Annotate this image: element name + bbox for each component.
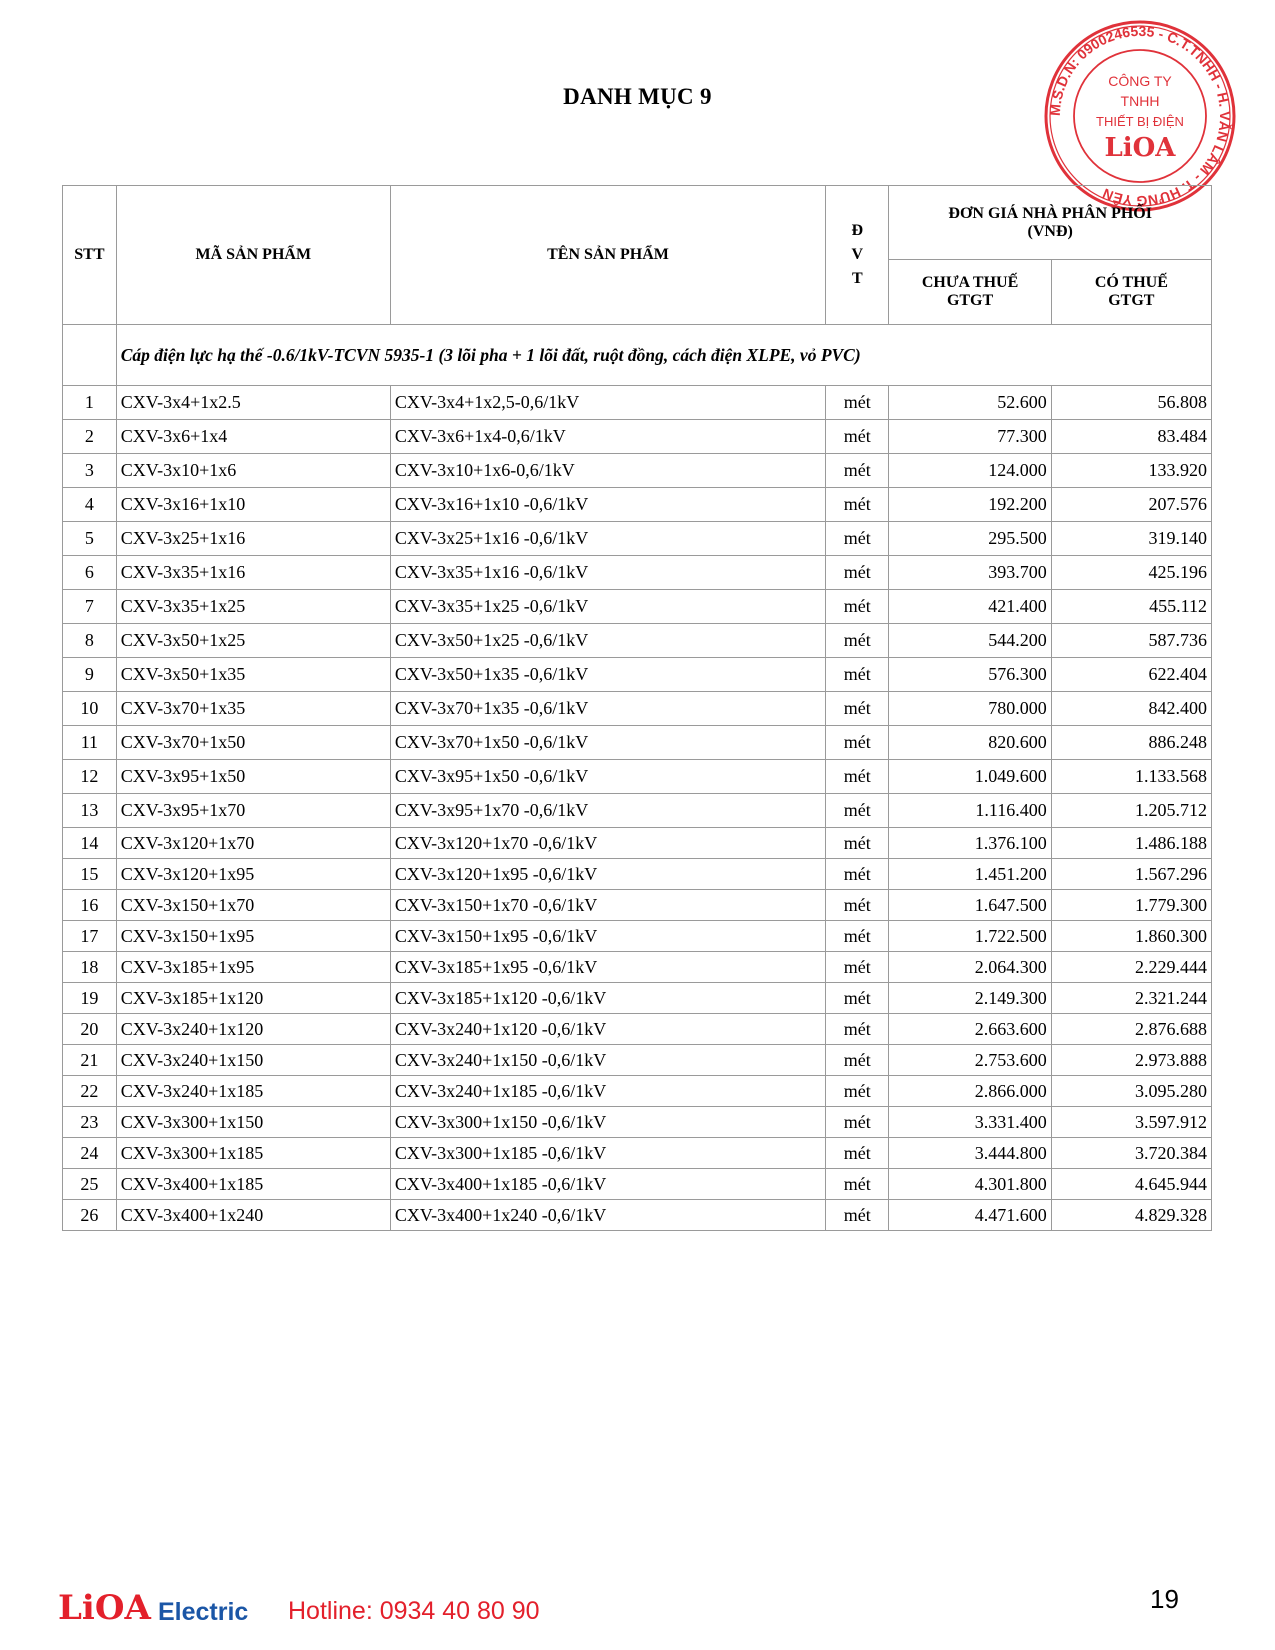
row-unit: mét xyxy=(826,1169,889,1200)
row-product-name: CXV-3x400+1x240 -0,6/1kV xyxy=(390,1200,825,1231)
row-price-with-tax: 2.321.244 xyxy=(1051,983,1211,1014)
row-unit: mét xyxy=(826,658,889,692)
row-stt: 15 xyxy=(63,859,117,890)
brand-suffix: Electric xyxy=(158,1598,249,1626)
row-price-with-tax: 207.576 xyxy=(1051,488,1211,522)
row-product-code: CXV-3x25+1x16 xyxy=(116,522,390,556)
row-product-code: CXV-3x70+1x35 xyxy=(116,692,390,726)
row-product-code: CXV-3x95+1x70 xyxy=(116,794,390,828)
row-price-with-tax: 3.720.384 xyxy=(1051,1138,1211,1169)
row-stt: 6 xyxy=(63,556,117,590)
table-row xyxy=(63,420,1212,454)
row-product-name: CXV-3x6+1x4-0,6/1kV xyxy=(390,420,825,454)
row-unit: mét xyxy=(826,1076,889,1107)
row-price-with-tax: 83.484 xyxy=(1051,420,1211,454)
row-product-code: CXV-3x120+1x70 xyxy=(116,828,390,859)
row-price-no-tax: 2.663.600 xyxy=(889,1014,1051,1045)
svg-text:LiOA: LiOA xyxy=(1104,133,1176,163)
row-product-name: CXV-3x240+1x120 -0,6/1kV xyxy=(390,1014,825,1045)
row-price-with-tax: 2.229.444 xyxy=(1051,952,1211,983)
lioa-logo: LiOA xyxy=(58,1588,151,1628)
row-price-with-tax: 455.112 xyxy=(1051,590,1211,624)
row-price-with-tax: 3.095.280 xyxy=(1051,1076,1211,1107)
row-price-no-tax: 3.331.400 xyxy=(889,1107,1051,1138)
row-price-with-tax: 1.486.188 xyxy=(1051,828,1211,859)
row-unit: mét xyxy=(826,794,889,828)
row-price-with-tax: 587.736 xyxy=(1051,624,1211,658)
header-price-group-line2: (VNĐ) xyxy=(1027,222,1073,240)
row-price-no-tax: 820.600 xyxy=(889,726,1051,760)
row-stt: 8 xyxy=(63,624,117,658)
row-unit: mét xyxy=(826,1107,889,1138)
row-price-with-tax: 3.597.912 xyxy=(1051,1107,1211,1138)
row-price-with-tax: 1.133.568 xyxy=(1051,760,1211,794)
row-product-name: CXV-3x95+1x50 -0,6/1kV xyxy=(390,760,825,794)
svg-text:TNHH: TNHH xyxy=(1120,93,1160,109)
row-price-with-tax: 2.973.888 xyxy=(1051,1045,1211,1076)
row-product-name: CXV-3x10+1x6-0,6/1kV xyxy=(390,454,825,488)
row-product-name: CXV-3x4+1x2,5-0,6/1kV xyxy=(390,386,825,420)
row-unit: mét xyxy=(826,1200,889,1231)
header-price-group-line1: ĐƠN GIÁ NHÀ PHÂN PHỐI xyxy=(948,204,1152,222)
row-product-name: CXV-3x150+1x70 -0,6/1kV xyxy=(390,890,825,921)
row-product-code: CXV-3x240+1x185 xyxy=(116,1076,390,1107)
row-product-code: CXV-3x50+1x35 xyxy=(116,658,390,692)
row-price-with-tax: 319.140 xyxy=(1051,522,1211,556)
row-stt: 18 xyxy=(63,952,117,983)
row-product-code: CXV-3x240+1x120 xyxy=(116,1014,390,1045)
svg-text:CÔNG TY: CÔNG TY xyxy=(1108,73,1172,89)
row-stt: 16 xyxy=(63,890,117,921)
row-unit: mét xyxy=(826,692,889,726)
row-product-name: CXV-3x25+1x16 -0,6/1kV xyxy=(390,522,825,556)
table-row xyxy=(63,859,1212,890)
table-row xyxy=(63,890,1212,921)
header-product-name: TÊN SẢN PHẨM xyxy=(390,186,825,325)
row-product-code: CXV-3x4+1x2.5 xyxy=(116,386,390,420)
header-price-with-tax xyxy=(1051,260,1211,325)
table-row xyxy=(63,1014,1212,1045)
row-price-no-tax: 124.000 xyxy=(889,454,1051,488)
row-price-with-tax: 1.860.300 xyxy=(1051,921,1211,952)
table-row xyxy=(63,794,1212,828)
row-stt: 11 xyxy=(63,726,117,760)
row-unit: mét xyxy=(826,624,889,658)
table-row xyxy=(63,692,1212,726)
row-product-code: CXV-3x185+1x120 xyxy=(116,983,390,1014)
row-unit: mét xyxy=(826,760,889,794)
row-stt: 26 xyxy=(63,1200,117,1231)
row-stt: 7 xyxy=(63,590,117,624)
row-unit: mét xyxy=(826,488,889,522)
row-product-name: CXV-3x120+1x70 -0,6/1kV xyxy=(390,828,825,859)
row-product-code: CXV-3x400+1x185 xyxy=(116,1169,390,1200)
header-price-with-tax-line2: GTGT xyxy=(1108,292,1155,309)
row-unit: mét xyxy=(826,454,889,488)
row-unit: mét xyxy=(826,1138,889,1169)
row-price-no-tax: 77.300 xyxy=(889,420,1051,454)
row-product-code: CXV-3x70+1x50 xyxy=(116,726,390,760)
row-stt: 19 xyxy=(63,983,117,1014)
table-row xyxy=(63,921,1212,952)
row-unit: mét xyxy=(826,726,889,760)
row-stt: 5 xyxy=(63,522,117,556)
header-product-code: MÃ SẢN PHẨM xyxy=(116,186,390,325)
row-price-with-tax: 1.205.712 xyxy=(1051,794,1211,828)
price-table xyxy=(62,185,1212,1231)
row-price-with-tax: 4.645.944 xyxy=(1051,1169,1211,1200)
table-row xyxy=(63,760,1212,794)
page-number: 19 xyxy=(1150,1584,1179,1614)
row-stt: 17 xyxy=(63,921,117,952)
table-row xyxy=(63,1200,1212,1231)
row-price-no-tax: 1.451.200 xyxy=(889,859,1051,890)
row-unit: mét xyxy=(826,890,889,921)
row-price-no-tax: 1.647.500 xyxy=(889,890,1051,921)
group-title: Cáp điện lực hạ thế -0.6/1kV-TCVN 5935-1 (3 lõi pha + 1 lõi đất, ruột đồng, cách điện XLPE, vỏ PVC) xyxy=(116,325,1211,386)
row-price-no-tax: 1.116.400 xyxy=(889,794,1051,828)
row-product-code: CXV-3x10+1x6 xyxy=(116,454,390,488)
row-price-with-tax: 425.196 xyxy=(1051,556,1211,590)
row-product-name: CXV-3x35+1x25 -0,6/1kV xyxy=(390,590,825,624)
row-price-no-tax: 295.500 xyxy=(889,522,1051,556)
row-stt: 12 xyxy=(63,760,117,794)
header-price-group xyxy=(889,186,1212,260)
row-stt: 13 xyxy=(63,794,117,828)
row-stt: 24 xyxy=(63,1138,117,1169)
row-unit: mét xyxy=(826,556,889,590)
row-product-name: CXV-3x16+1x10 -0,6/1kV xyxy=(390,488,825,522)
row-product-code: CXV-3x150+1x95 xyxy=(116,921,390,952)
row-price-with-tax: 133.920 xyxy=(1051,454,1211,488)
row-price-with-tax: 842.400 xyxy=(1051,692,1211,726)
row-product-code: CXV-3x400+1x240 xyxy=(116,1200,390,1231)
header-unit-letter-3: T xyxy=(851,270,863,287)
row-price-no-tax: 4.471.600 xyxy=(889,1200,1051,1231)
row-price-no-tax: 780.000 xyxy=(889,692,1051,726)
row-price-no-tax: 1.376.100 xyxy=(889,828,1051,859)
row-stt: 1 xyxy=(63,386,117,420)
table-row xyxy=(63,726,1212,760)
row-product-name: CXV-3x70+1x35 -0,6/1kV xyxy=(390,692,825,726)
row-price-with-tax: 1.567.296 xyxy=(1051,859,1211,890)
row-stt: 9 xyxy=(63,658,117,692)
table-row xyxy=(63,658,1212,692)
row-product-name: CXV-3x400+1x185 -0,6/1kV xyxy=(390,1169,825,1200)
row-stt: 25 xyxy=(63,1169,117,1200)
header-unit-letter-1: Đ xyxy=(851,222,864,239)
header-price-with-tax-line1: CÓ THUẾ xyxy=(1094,274,1168,291)
row-unit: mét xyxy=(826,921,889,952)
row-price-with-tax: 2.876.688 xyxy=(1051,1014,1211,1045)
header-price-no-tax xyxy=(889,260,1051,325)
row-price-no-tax: 544.200 xyxy=(889,624,1051,658)
footer xyxy=(58,1588,1228,1628)
table-row xyxy=(63,590,1212,624)
table-row xyxy=(63,624,1212,658)
table-body xyxy=(63,386,1212,1231)
header-unit-letter-2: V xyxy=(851,246,864,263)
row-unit: mét xyxy=(826,828,889,859)
header-price-no-tax-line2: GTGT xyxy=(946,292,994,309)
row-product-code: CXV-3x35+1x25 xyxy=(116,590,390,624)
row-price-no-tax: 1.722.500 xyxy=(889,921,1051,952)
row-stt: 2 xyxy=(63,420,117,454)
row-price-no-tax: 2.149.300 xyxy=(889,983,1051,1014)
page-title: DANH MỤC 9 xyxy=(563,84,712,109)
row-stt: 22 xyxy=(63,1076,117,1107)
row-price-with-tax: 1.779.300 xyxy=(1051,890,1211,921)
row-stt: 23 xyxy=(63,1107,117,1138)
table-row xyxy=(63,386,1212,420)
table-row xyxy=(63,1107,1212,1138)
svg-text:M.S.D.N: 0900246535 - C.T.TNHH: M.S.D.N: 0900246535 - C.T.TNHH - H. VĂN LÂM - T. HƯNG YÊN xyxy=(1046,22,1234,210)
row-price-no-tax: 2.064.300 xyxy=(889,952,1051,983)
row-price-no-tax: 576.300 xyxy=(889,658,1051,692)
table-row xyxy=(63,488,1212,522)
table-row xyxy=(63,1169,1212,1200)
row-stt: 4 xyxy=(63,488,117,522)
row-unit: mét xyxy=(826,952,889,983)
table-row xyxy=(63,1045,1212,1076)
row-price-no-tax: 4.301.800 xyxy=(889,1169,1051,1200)
row-price-no-tax: 421.400 xyxy=(889,590,1051,624)
row-price-no-tax: 52.600 xyxy=(889,386,1051,420)
row-product-code: CXV-3x185+1x95 xyxy=(116,952,390,983)
row-product-code: CXV-3x95+1x50 xyxy=(116,760,390,794)
row-unit: mét xyxy=(826,590,889,624)
row-product-name: CXV-3x35+1x16 -0,6/1kV xyxy=(390,556,825,590)
row-unit: mét xyxy=(826,1045,889,1076)
row-product-name: CXV-3x300+1x185 -0,6/1kV xyxy=(390,1138,825,1169)
header-unit xyxy=(826,186,889,325)
row-price-no-tax: 2.753.600 xyxy=(889,1045,1051,1076)
row-stt: 20 xyxy=(63,1014,117,1045)
row-price-no-tax: 1.049.600 xyxy=(889,760,1051,794)
row-product-code: CXV-3x150+1x70 xyxy=(116,890,390,921)
hotline-text: Hotline: 0934 40 80 90 xyxy=(288,1597,540,1625)
table-row xyxy=(63,556,1212,590)
row-product-code: CXV-3x6+1x4 xyxy=(116,420,390,454)
row-product-name: CXV-3x240+1x150 -0,6/1kV xyxy=(390,1045,825,1076)
header-stt: STT xyxy=(63,186,117,325)
row-product-code: CXV-3x35+1x16 xyxy=(116,556,390,590)
row-price-with-tax: 4.829.328 xyxy=(1051,1200,1211,1231)
row-unit: mét xyxy=(826,522,889,556)
row-product-code: CXV-3x300+1x185 xyxy=(116,1138,390,1169)
row-stt: 14 xyxy=(63,828,117,859)
row-product-name: CXV-3x120+1x95 -0,6/1kV xyxy=(390,859,825,890)
row-unit: mét xyxy=(826,420,889,454)
table-row xyxy=(63,454,1212,488)
row-product-code: CXV-3x16+1x10 xyxy=(116,488,390,522)
table-row xyxy=(63,828,1212,859)
row-unit: mét xyxy=(826,859,889,890)
row-product-name: CXV-3x240+1x185 -0,6/1kV xyxy=(390,1076,825,1107)
row-product-name: CXV-3x95+1x70 -0,6/1kV xyxy=(390,794,825,828)
row-product-code: CXV-3x120+1x95 xyxy=(116,859,390,890)
row-unit: mét xyxy=(826,983,889,1014)
row-stt: 3 xyxy=(63,454,117,488)
table-row xyxy=(63,522,1212,556)
row-product-code: CXV-3x300+1x150 xyxy=(116,1107,390,1138)
row-product-code: CXV-3x50+1x25 xyxy=(116,624,390,658)
row-product-name: CXV-3x70+1x50 -0,6/1kV xyxy=(390,726,825,760)
row-unit: mét xyxy=(826,386,889,420)
row-price-with-tax: 56.808 xyxy=(1051,386,1211,420)
row-price-no-tax: 3.444.800 xyxy=(889,1138,1051,1169)
row-price-with-tax: 622.404 xyxy=(1051,658,1211,692)
row-product-name: CXV-3x50+1x35 -0,6/1kV xyxy=(390,658,825,692)
row-stt: 10 xyxy=(63,692,117,726)
row-price-no-tax: 2.866.000 xyxy=(889,1076,1051,1107)
table-row xyxy=(63,983,1212,1014)
row-product-name: CXV-3x185+1x95 -0,6/1kV xyxy=(390,952,825,983)
row-price-no-tax: 192.200 xyxy=(889,488,1051,522)
table-row xyxy=(63,952,1212,983)
row-product-name: CXV-3x185+1x120 -0,6/1kV xyxy=(390,983,825,1014)
row-unit: mét xyxy=(826,1014,889,1045)
header-price-no-tax-line1: CHƯA THUẾ xyxy=(921,274,1019,291)
row-product-name: CXV-3x150+1x95 -0,6/1kV xyxy=(390,921,825,952)
group-stt-cell xyxy=(63,325,117,386)
row-price-no-tax: 393.700 xyxy=(889,556,1051,590)
svg-text:THIẾT BỊ ĐIỆN: THIẾT BỊ ĐIỆN xyxy=(1096,114,1184,129)
row-product-name: CXV-3x300+1x150 -0,6/1kV xyxy=(390,1107,825,1138)
row-price-with-tax: 886.248 xyxy=(1051,726,1211,760)
row-product-name: CXV-3x50+1x25 -0,6/1kV xyxy=(390,624,825,658)
table-row xyxy=(63,1138,1212,1169)
row-stt: 21 xyxy=(63,1045,117,1076)
row-product-code: CXV-3x240+1x150 xyxy=(116,1045,390,1076)
table-row xyxy=(63,1076,1212,1107)
